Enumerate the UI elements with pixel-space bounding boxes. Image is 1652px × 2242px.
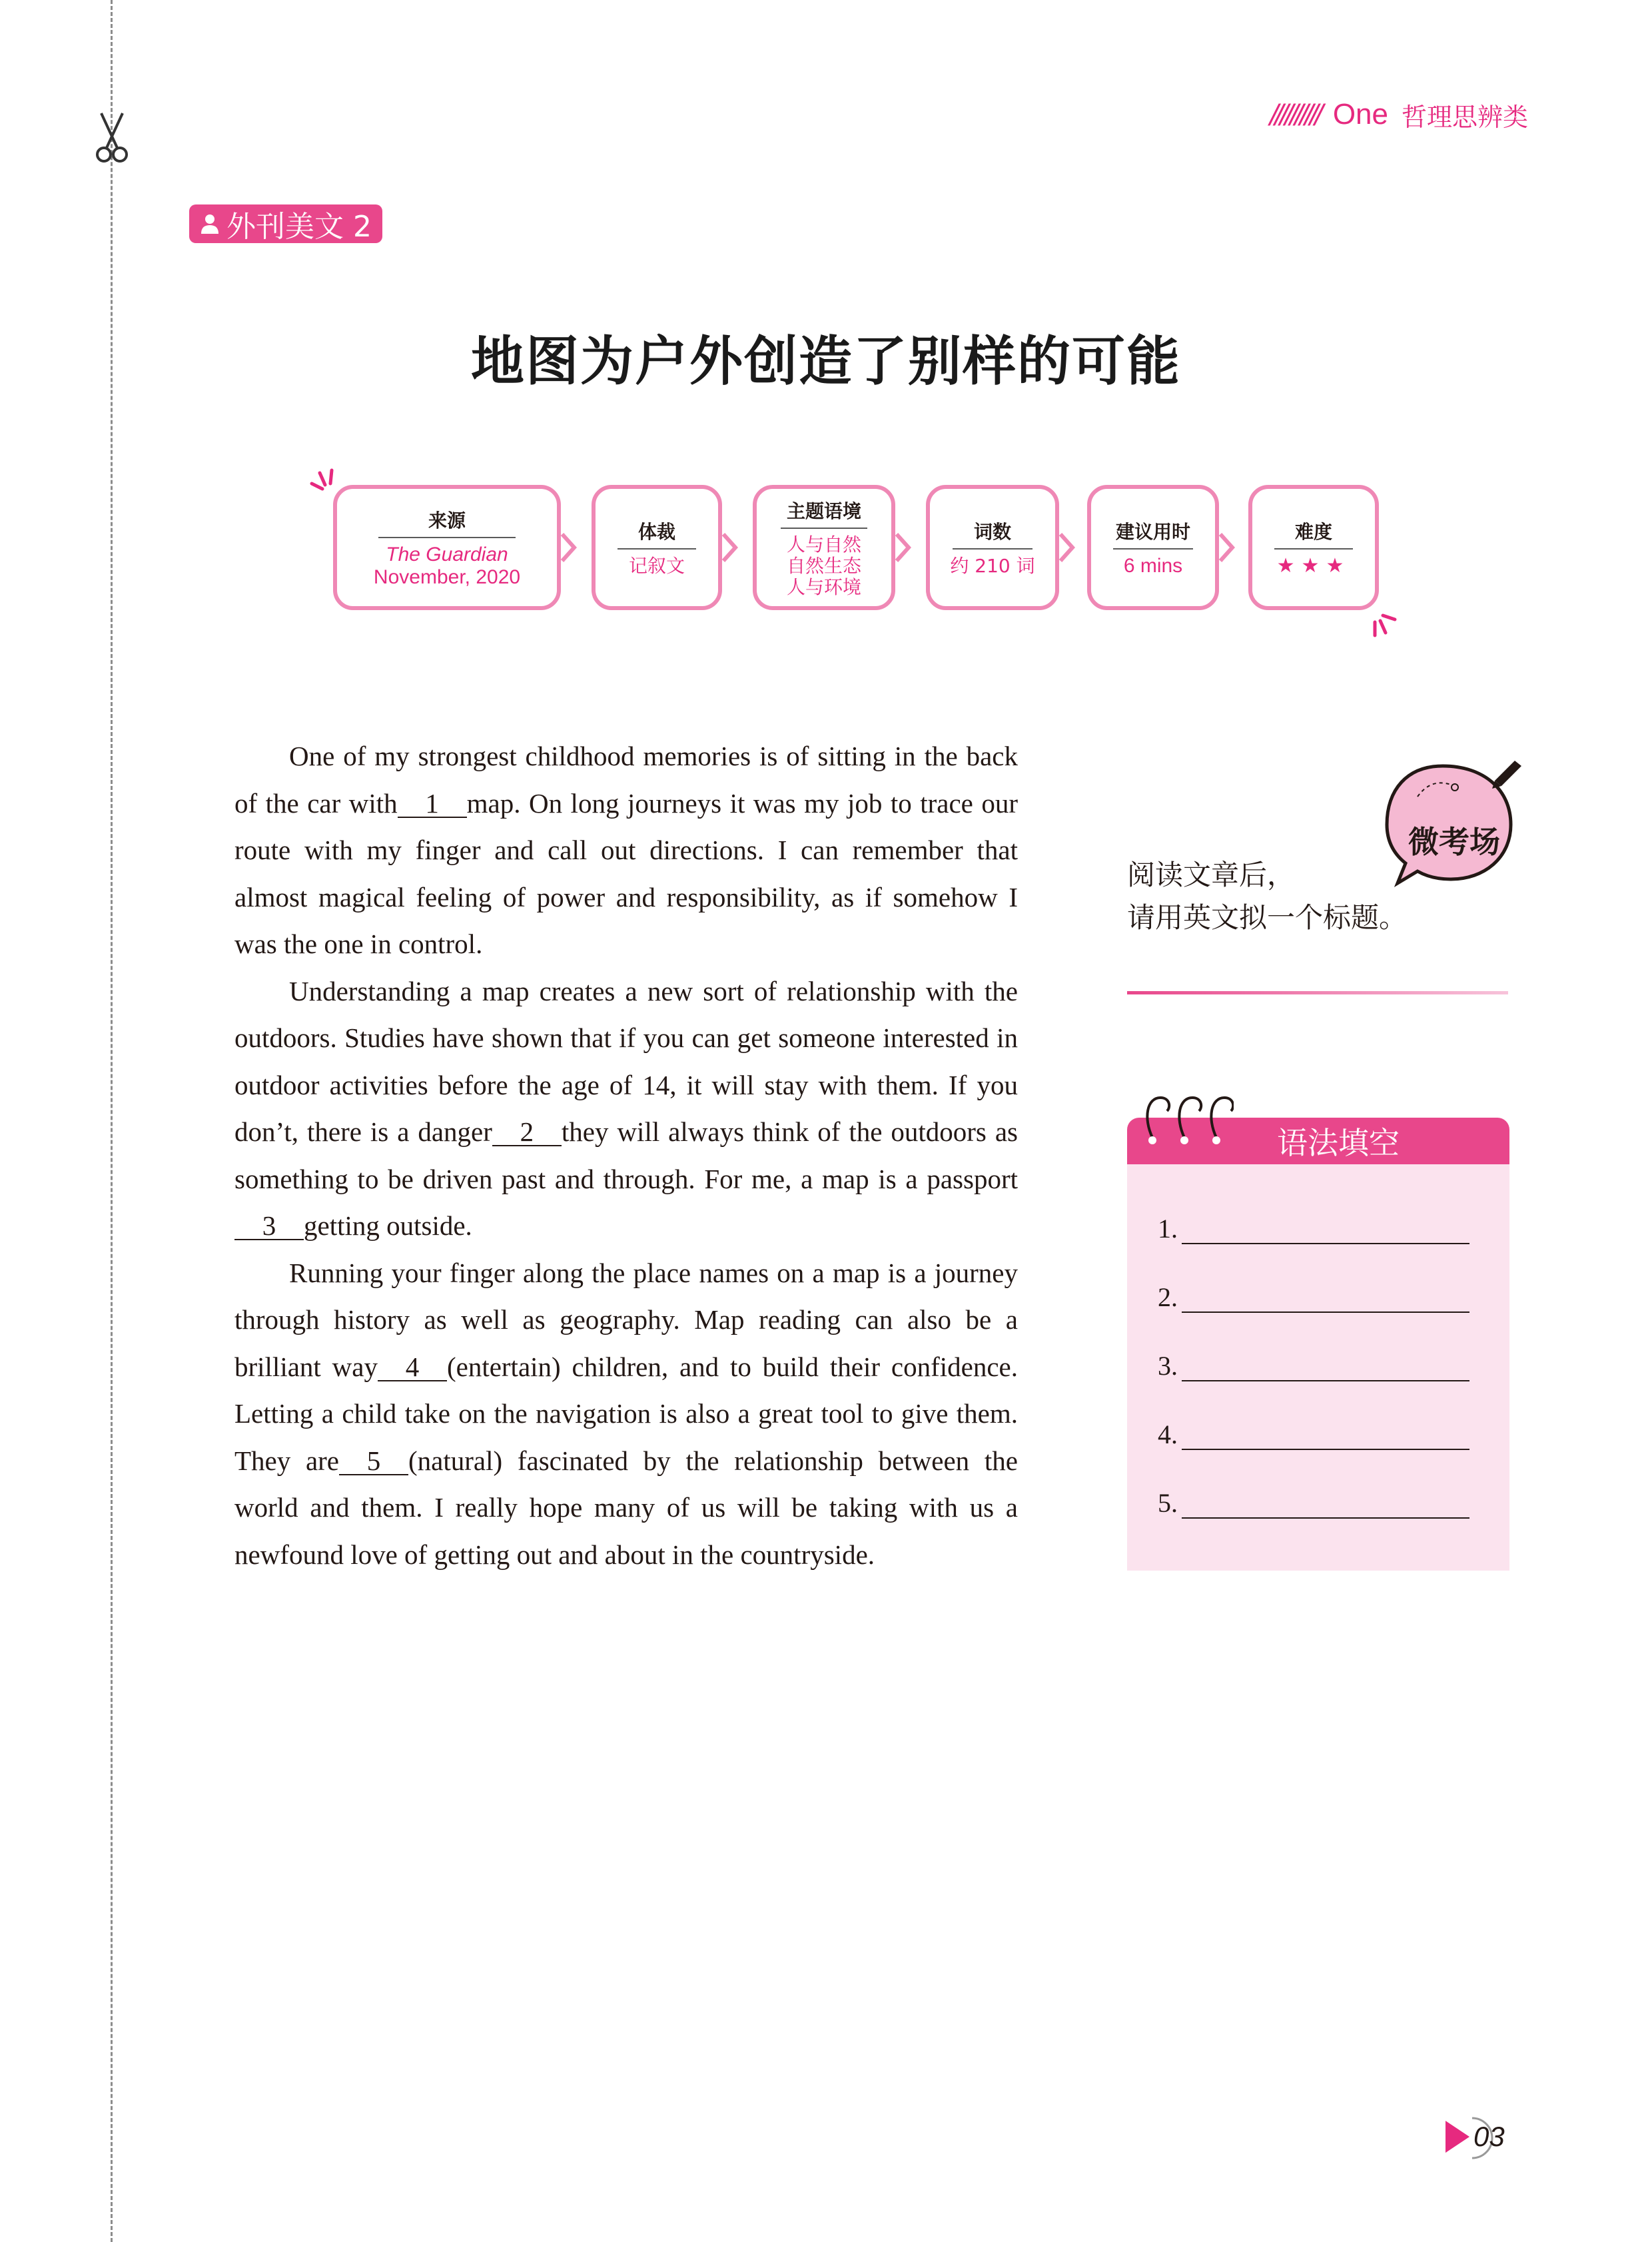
info-genre <box>592 485 722 610</box>
series-label: One <box>1332 98 1388 131</box>
words-label: 词数 <box>953 518 1033 550</box>
answer-row-3 <box>1158 1348 1469 1381</box>
info-time <box>1087 485 1219 610</box>
binder-rings-icon <box>1140 1091 1234 1151</box>
panel-title: 语法填空 <box>1277 1125 1400 1161</box>
info-words <box>926 485 1059 610</box>
words-value: 约 210 词 <box>950 555 1035 577</box>
info-difficulty <box>1248 485 1379 610</box>
text-run: One of my strongest childhood memories is of sitting in the back of the car with <box>234 741 1018 819</box>
article-body <box>234 733 1018 1578</box>
answer-number: 1. <box>1158 1214 1178 1244</box>
answer-line[interactable] <box>1182 1353 1469 1381</box>
theme-line: 人与环境 <box>786 576 861 598</box>
answer-line[interactable] <box>1182 1216 1469 1244</box>
answer-row-4 <box>1158 1417 1469 1450</box>
blank-4: 4 <box>378 1353 447 1381</box>
scissors-icon <box>92 111 132 164</box>
blank-1: 1 <box>398 790 467 818</box>
text-run: they will always think of the outdoors as something to be driven past and through. For me, a map is a passport <box>234 1116 1018 1194</box>
text-run: Understanding a map creates a new sort of relationship with the outdoors. Studies have shown that if you can get someone interested in outdoor activities before the age of 14, it will stay with them. If you don’t, there is a danger <box>234 975 1018 1147</box>
person-icon <box>199 212 221 235</box>
source-label: 来源 <box>378 506 516 538</box>
paragraph <box>234 733 1018 968</box>
source-publication: The Guardian <box>386 544 508 565</box>
source-value <box>374 544 520 589</box>
info-theme <box>753 485 895 610</box>
info-source <box>333 485 561 610</box>
theme-label: 主题语境 <box>781 497 867 529</box>
answer-number: 3. <box>1158 1351 1178 1381</box>
difficulty-stars: ★★★ <box>1276 554 1351 577</box>
time-label: 建议用时 <box>1113 518 1193 550</box>
theme-line: 人与自然 <box>786 534 861 556</box>
genre-value: 记叙文 <box>628 555 685 577</box>
chevron-right-icon <box>894 532 911 563</box>
difficulty-label: 难度 <box>1274 518 1353 550</box>
sparkle-icon <box>306 466 340 500</box>
text-run: (natural) fascinated by the relationship between the world and them. I really hope many of us will be taking with us a newfound love of getting out and about in the countryside. <box>234 1445 1018 1570</box>
answer-number: 5. <box>1158 1488 1178 1518</box>
text-run: map. On long journeys it was my job to trace our route with my finger and call out directions. I can remember that almost magical feeling of power and responsibility, as if somehow I was the one in control. <box>234 787 1019 959</box>
answer-row-1 <box>1158 1211 1469 1244</box>
divider <box>1127 991 1508 994</box>
answer-number: 4. <box>1158 1419 1178 1449</box>
bubble-label: 微考场 <box>1408 824 1500 860</box>
source-date: November, 2020 <box>373 566 521 588</box>
running-header <box>1270 95 1528 135</box>
category-label: 哲理思辨类 <box>1401 102 1528 132</box>
answer-line[interactable] <box>1182 1491 1469 1519</box>
paragraph <box>234 968 1018 1250</box>
question-line: 阅读文章后， <box>1127 859 1296 891</box>
side-question <box>1127 854 1500 939</box>
page-number-text: 03 <box>1473 2121 1505 2152</box>
theme-value <box>787 534 861 598</box>
panel-body <box>1127 1164 1509 1571</box>
text-run: getting outside. <box>304 1210 472 1241</box>
chevron-right-icon <box>560 532 577 563</box>
chevron-right-icon <box>1058 532 1075 563</box>
section-tag-label: 外刊美文 2 <box>226 210 372 244</box>
time-value: 6 mins <box>1123 555 1183 577</box>
slashes-decoration: ////////// <box>1270 99 1320 130</box>
theme-line: 自然生态 <box>786 555 861 577</box>
answer-row-5 <box>1158 1485 1469 1519</box>
answer-row-2 <box>1158 1280 1469 1313</box>
genre-label: 体裁 <box>618 518 696 550</box>
answer-line[interactable] <box>1182 1285 1469 1313</box>
grammar-panel <box>1127 1118 1509 1571</box>
blank-5: 5 <box>339 1447 408 1475</box>
paragraph <box>234 1250 1018 1579</box>
section-tag <box>189 204 382 243</box>
blank-2: 2 <box>492 1118 562 1146</box>
page-title: 地图为户外创造了别样的可能 <box>471 330 1181 392</box>
text-run: (entertain) children, and to build their confidence. Letting a child take on the navigation is also a great tool to give them. They are <box>234 1351 1018 1476</box>
page-number <box>1439 2115 1512 2162</box>
sparkle-icon <box>1366 606 1399 639</box>
chevron-right-icon <box>721 532 738 563</box>
answer-line[interactable] <box>1182 1422 1469 1450</box>
answer-number: 2. <box>1158 1282 1178 1312</box>
text-run: Running your finger along the place names on a map is a journey through history as well as geography. Map reading can also be a brilliant way <box>234 1257 1018 1382</box>
blank-3: 3 <box>234 1212 304 1240</box>
info-row <box>306 480 1412 619</box>
chevron-right-icon <box>1218 532 1235 563</box>
question-line: 请用英文拟一个标题。 <box>1127 901 1408 934</box>
